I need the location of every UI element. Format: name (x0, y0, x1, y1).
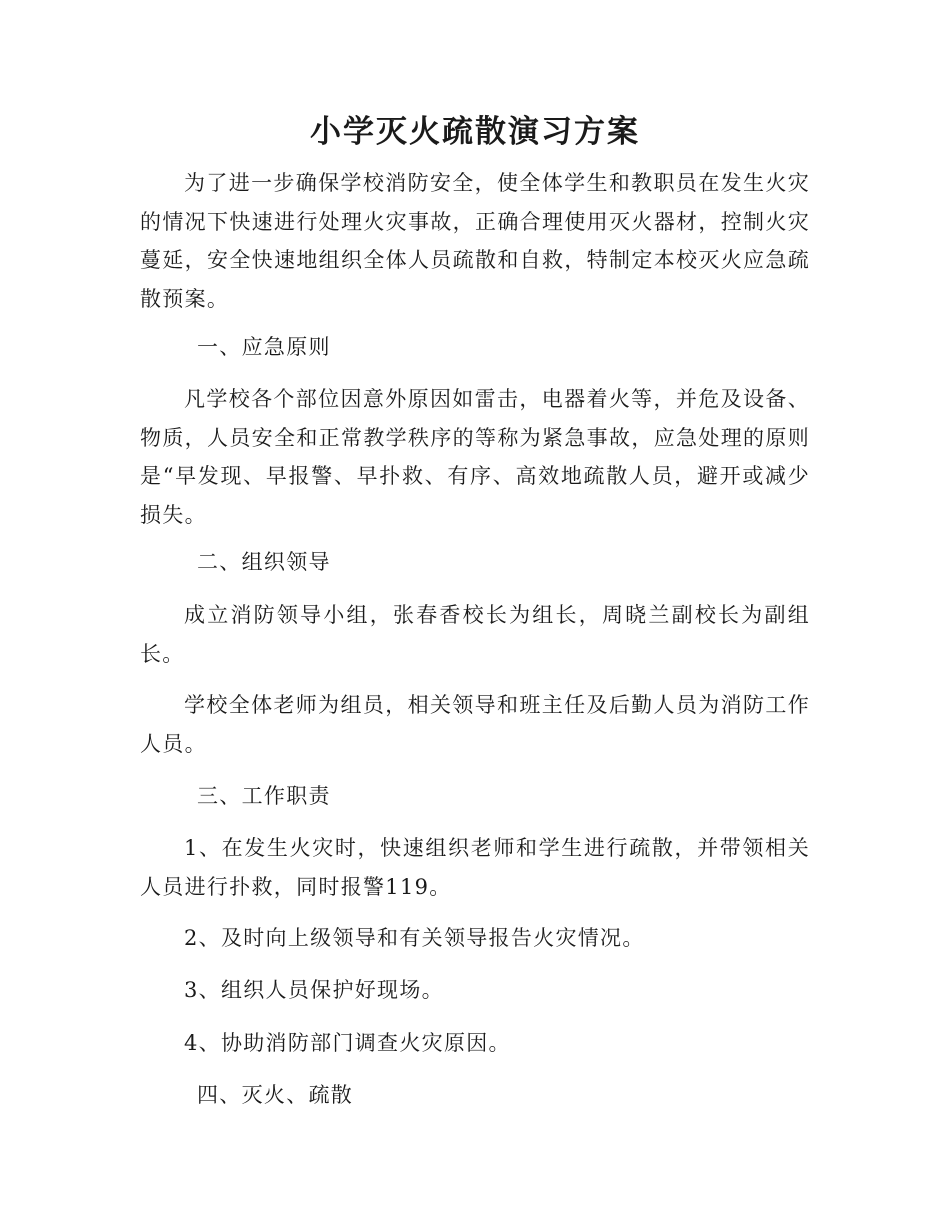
duty-item: 3、组织人员保护好现场。 (184, 978, 444, 1002)
principles-paragraph: 凡学校各个部位因意外原因如雷击，电器着火等，并危及设备、物质，人员安全和正常教学秩序的等称为紧急事故，应急处理的原则是“早发现、早报警、早扑救、有序、高效地疏散人员，避开或减少损失。 (140, 387, 810, 527)
duty-item: 2、及时向上级领导和有关领导报告火灾情况。 (184, 926, 645, 950)
leadership-paragraph-1: 成立消防领导小组，张春香校长为组长，周晓兰副校长为副组长。 (140, 603, 810, 666)
leadership-paragraph-2: 学校全体老师为组员，相关领导和班主任及后勤人员为消防工作人员。 (140, 693, 810, 756)
duty-item: 4、协助消防部门调查火灾原因。 (184, 1031, 511, 1055)
duty-item: 1、在发生火灾时，快速组织老师和学生进行疏散，并带领相关人员进行扑救，同时报警119。 (140, 836, 810, 899)
section-heading-principles: 一、应急原则 (197, 335, 331, 359)
intro-paragraph: 为了进一步确保学校消防安全，使全体学生和教职员在发生火灾的情况下快速进行处理火灾事故，正确合理使用灭火器材，控制火灾蔓延，安全快速地组织全体人员疏散和自救，特制定本校灭火应急疏散预案。 (140, 171, 810, 311)
section-heading-duties: 三、工作职责 (197, 784, 331, 808)
document-title: 小学灭火疏散演习方案 (310, 114, 640, 150)
section-heading-evacuation: 四、灭火、疏散 (197, 1083, 354, 1107)
section-heading-leadership: 二、组织领导 (197, 550, 331, 574)
